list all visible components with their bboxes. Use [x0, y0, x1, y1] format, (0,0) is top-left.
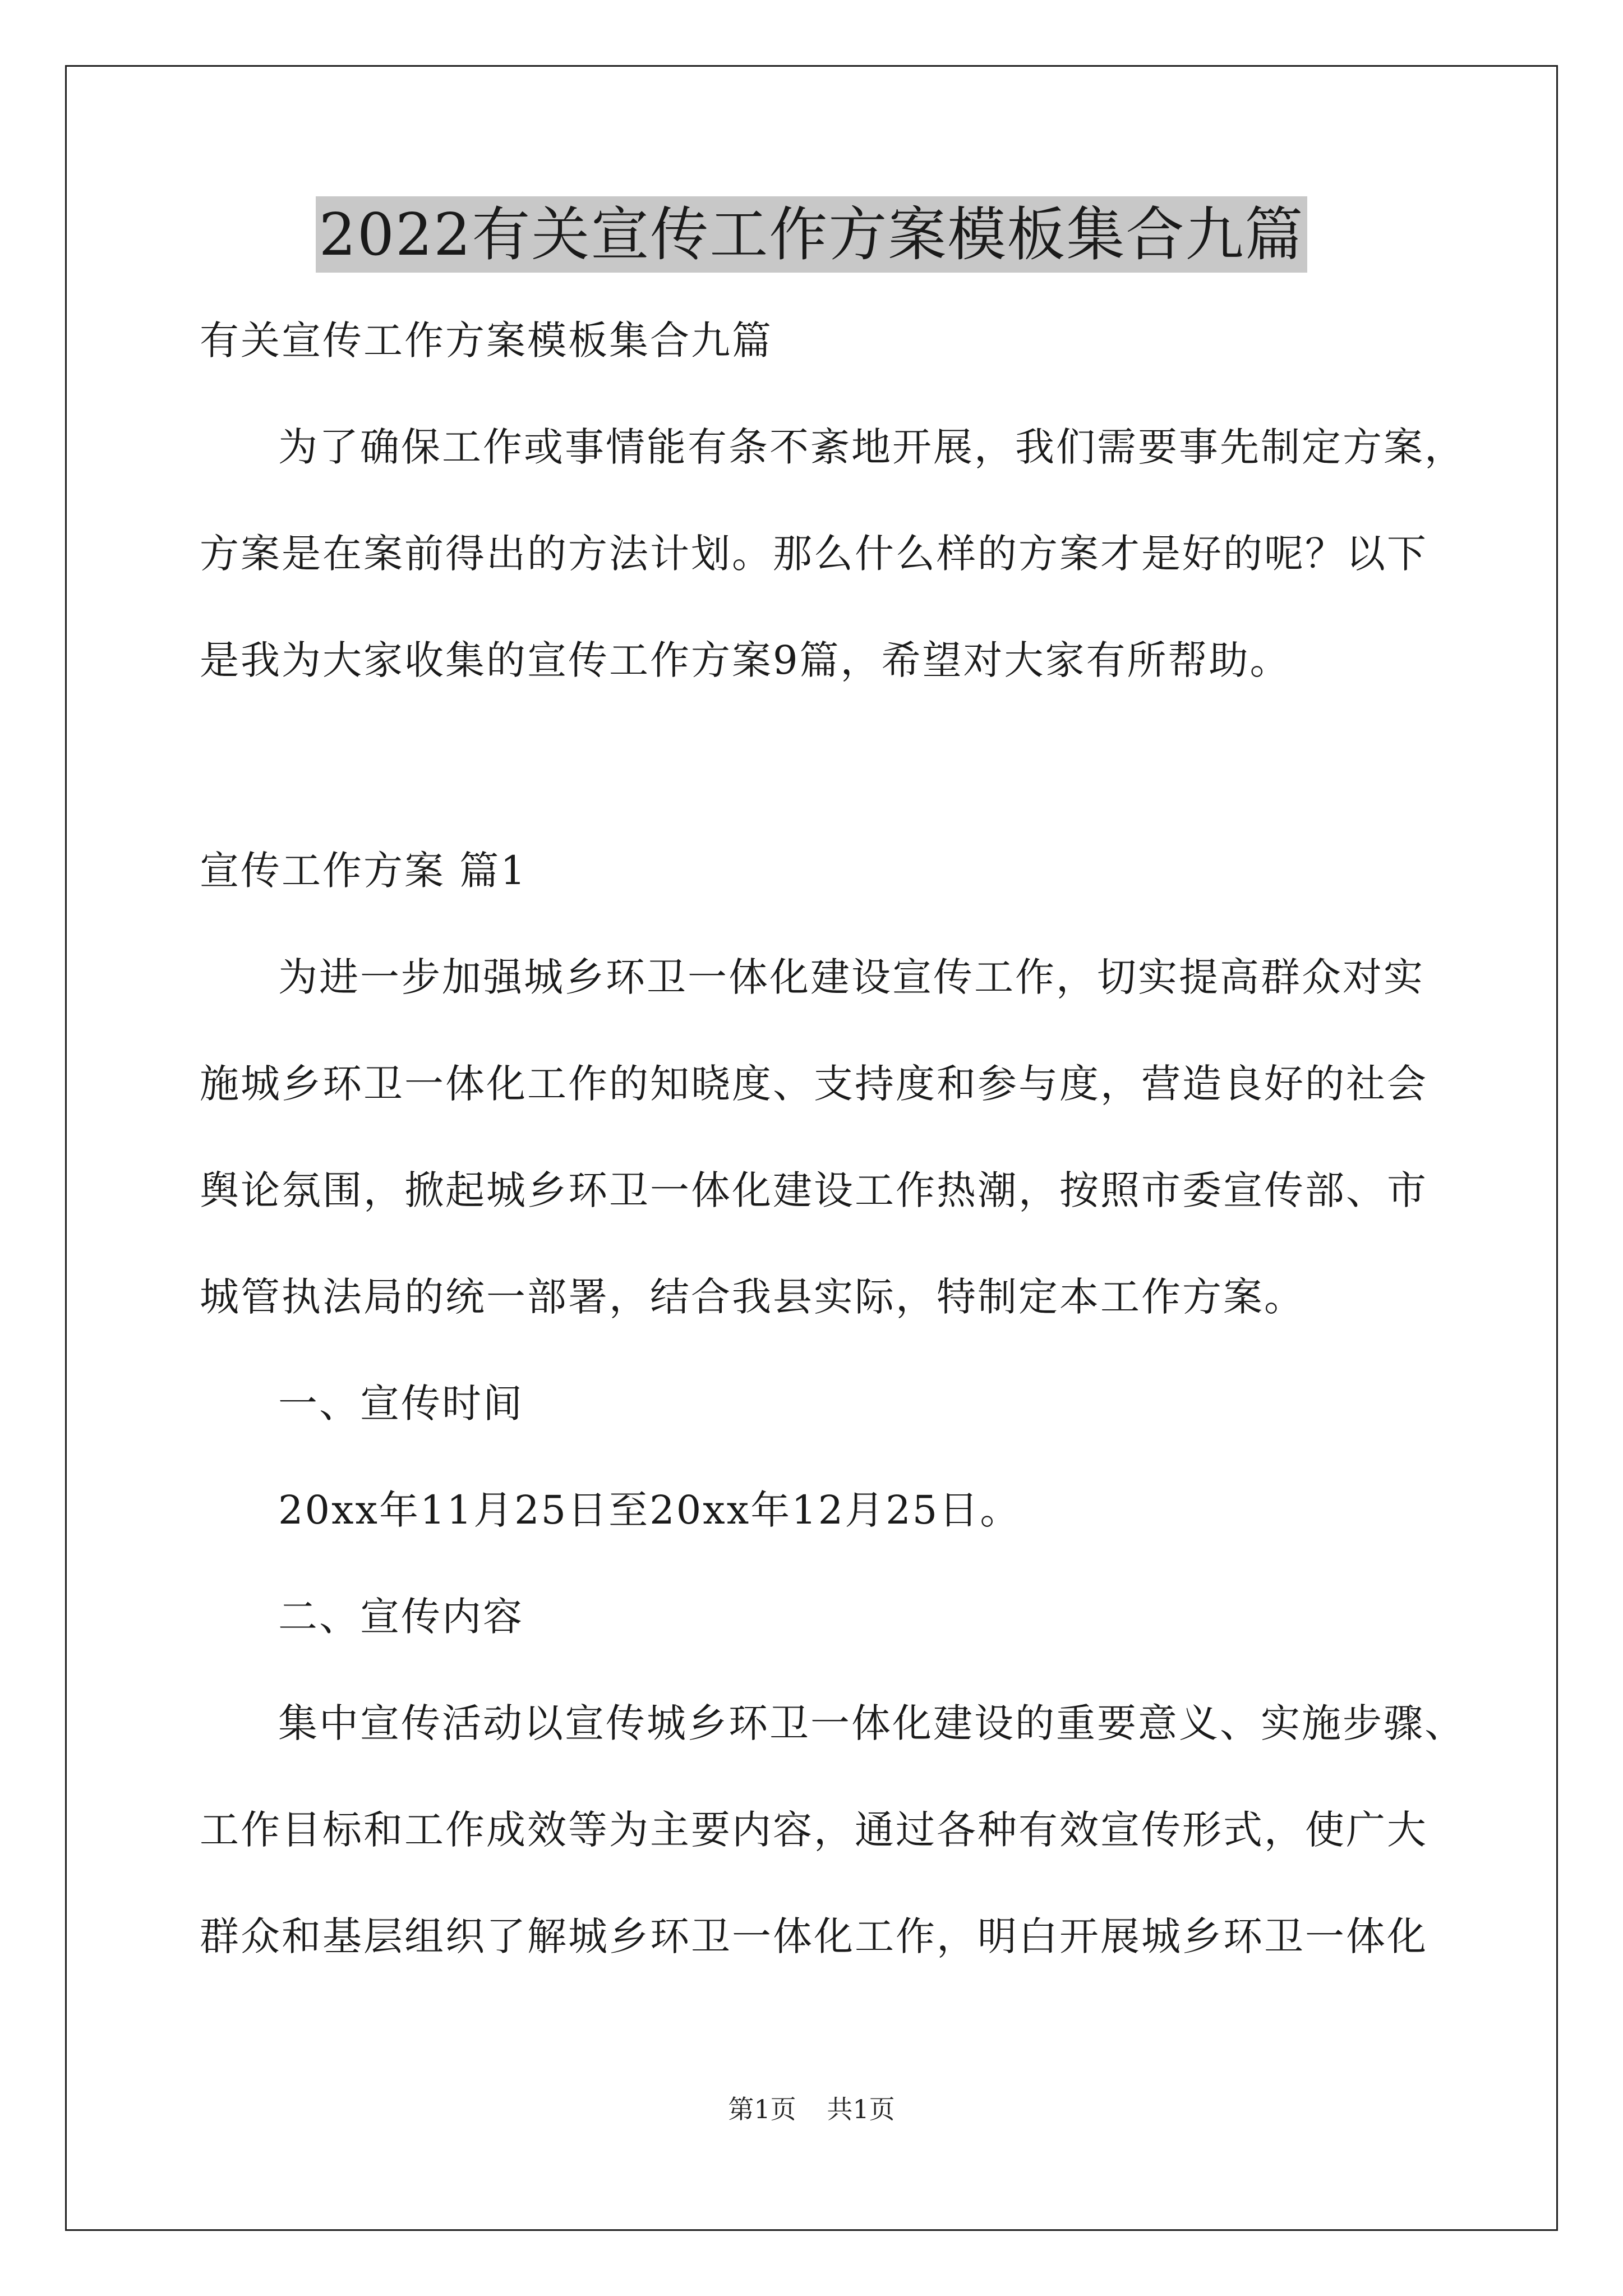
page-border	[65, 65, 1558, 2231]
paragraph-line: 群众和基层组织了解城乡环卫一体化工作，明白开展城乡环卫一体化	[200, 1913, 1428, 1959]
sub-heading: 一、宣传时间	[278, 1381, 524, 1427]
paragraph-line: 20xx年11月25日至20xx年12月25日。	[278, 1487, 1021, 1533]
title-container	[0, 196, 1623, 273]
page-footer	[0, 2092, 1623, 2126]
paragraph-line: 舆论氛围，掀起城乡环卫一体化建设工作热潮，按照市委宣传部、市	[200, 1167, 1428, 1213]
document-title: 2022有关宣传工作方案模板集合九篇	[316, 196, 1308, 273]
paragraph-line: 工作目标和工作成效等为主要内容，通过各种有效宣传形式，使广大	[200, 1807, 1428, 1853]
page-number: 第1页	[728, 2094, 796, 2124]
paragraph-line: 方案是在案前得出的方法计划。那么什么样的方案才是好的呢？以下	[200, 531, 1428, 577]
sub-heading: 二、宣传内容	[278, 1594, 524, 1640]
paragraph-line: 集中宣传活动以宣传城乡环卫一体化建设的重要意义、实施步骤、	[278, 1700, 1465, 1746]
paragraph-line: 是我为大家收集的宣传工作方案9篇，希望对大家有所帮助。	[200, 637, 1291, 683]
section-heading: 宣传工作方案 篇1	[200, 848, 527, 894]
paragraph-line: 施城乡环卫一体化工作的知晓度、支持度和参与度，营造良好的社会	[200, 1061, 1428, 1107]
paragraph-line: 为了确保工作或事情能有条不紊地开展，我们需要事先制定方案，	[278, 424, 1465, 470]
subtitle-line: 有关宣传工作方案模板集合九篇	[200, 318, 773, 364]
paragraph-line: 城管执法局的统一部署，结合我县实际，特制定本工作方案。	[200, 1274, 1305, 1320]
page-total: 共1页	[827, 2094, 895, 2124]
paragraph-line: 为进一步加强城乡环卫一体化建设宣传工作，切实提高群众对实	[278, 954, 1424, 1000]
